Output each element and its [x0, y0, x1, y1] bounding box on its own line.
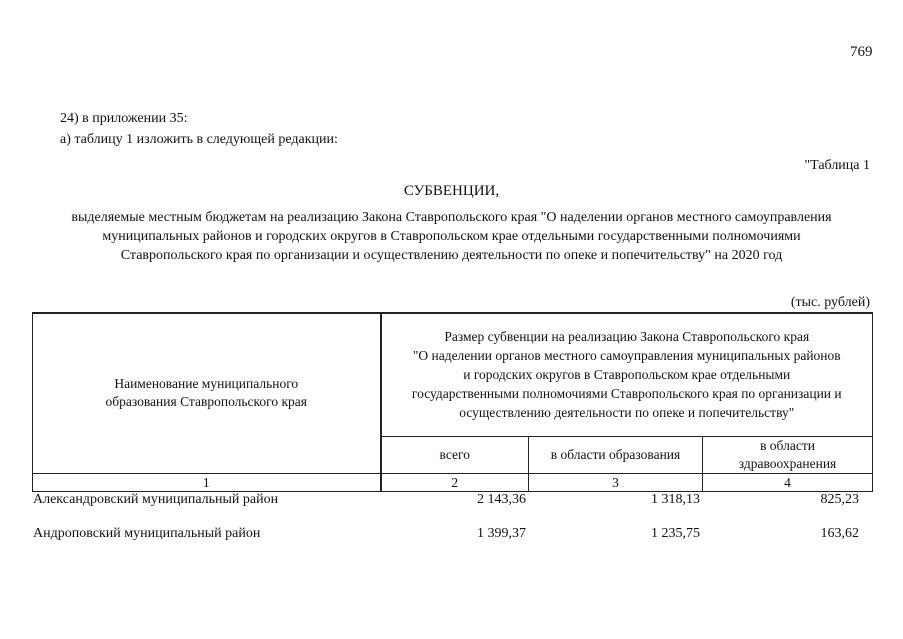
row-health: 163,62 [820, 526, 859, 541]
subtitle-line: Ставропольского края по организации и осуществлению деятельности по опеке и попечительству" на 2020 год [120, 248, 783, 263]
column-header-name: Наименование муниципального образования Ставропольского края [33, 313, 381, 473]
page-number: 769 [850, 44, 873, 60]
column-number: 1 [33, 473, 381, 491]
column-number: 3 [529, 473, 703, 491]
subtitle-line: выделяемые местным бюджетам на реализацию Закона Ставропольского края "О наделении органов местного самоуправления [71, 210, 832, 225]
subsidy-table [32, 312, 873, 492]
row-name: Андроповский муниципальный район [33, 526, 261, 541]
document-subtitle [20, 208, 883, 265]
table-label: "Таблица 1 [804, 158, 870, 173]
column-header-group: Размер субвенции на реализацию Закона Ставропольского края "О наделении органов местного самоуправления муниципальных районов и городских округов в Ставропольском крае отдельными государственными полномочиями Ставропольского края по организации и осуществлению деятельности по опеке и попечительству" [381, 313, 873, 436]
row-total: 1 399,37 [477, 526, 526, 541]
intro-line-1: 24) в приложении 35: [60, 111, 188, 126]
subtitle-line: муниципальных районов и городских округов в Ставропольском крае отдельными государственными полномочиями [102, 229, 801, 244]
intro-line-2: а) таблицу 1 изложить в следующей редакции: [60, 132, 338, 147]
document-heading: СУБВЕНЦИИ, [403, 183, 500, 199]
column-header-health: в области здравоохранения [703, 436, 873, 473]
column-number: 4 [703, 473, 873, 491]
column-header-total: всего [381, 436, 529, 473]
row-health: 825,23 [820, 492, 859, 507]
row-education: 1 235,75 [651, 526, 700, 541]
column-number: 2 [381, 473, 529, 491]
row-education: 1 318,13 [651, 492, 700, 507]
units-label: (тыс. рублей) [790, 295, 870, 310]
row-name: Александровский муниципальный район [33, 492, 279, 507]
column-header-education: в области образования [529, 436, 703, 473]
row-total: 2 143,36 [477, 492, 526, 507]
